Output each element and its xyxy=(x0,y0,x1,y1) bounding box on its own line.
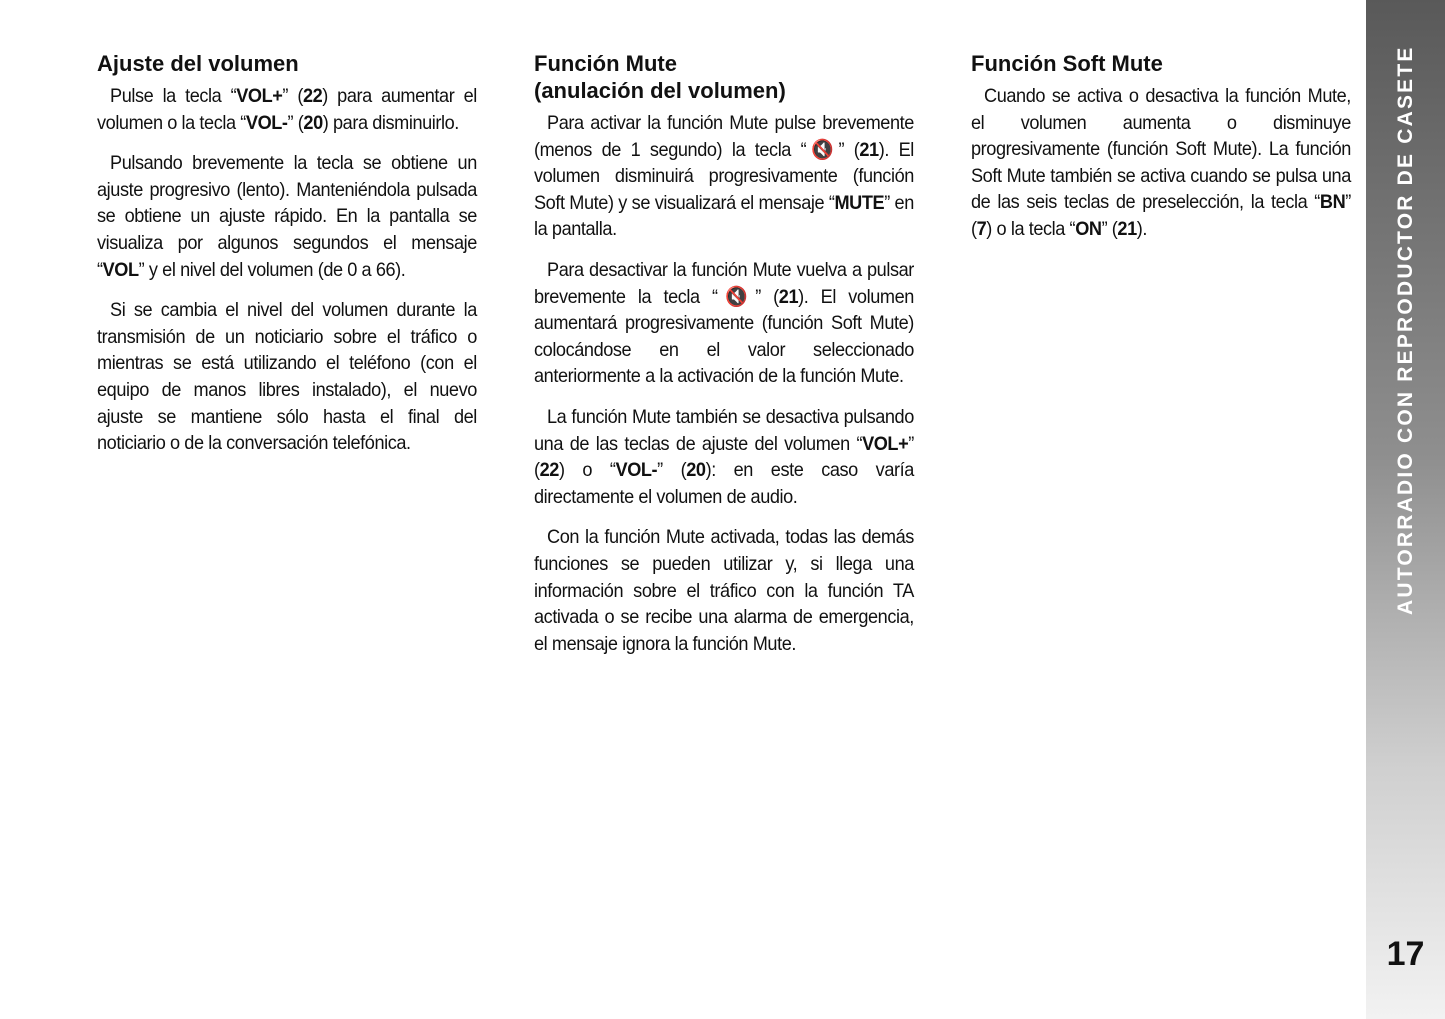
text-run: La función Mute también se desactiva pulsando una de las teclas de ajuste del volumen “ xyxy=(534,405,914,455)
text-run: Pulsando brevemente la tecla se obtiene un ajuste progresivo (lento). Manteniéndola pulsada se obtiene un ajuste rápido. En la pantalla se visualiza por algunos segundos el mensaje “ xyxy=(97,152,477,281)
ref-number: 21 xyxy=(778,285,799,308)
text-run: Cuando se activa o desactiva la función Mute, el volumen aumenta o disminuye progresivamente (función Soft Mute). La función Soft Mute también se activa cuando se pulsa una de las seis teclas de preselección, la tecla “ xyxy=(971,85,1351,214)
text-run: ” ( xyxy=(971,191,1351,240)
page-number: 17 xyxy=(1386,935,1425,973)
ref-number: 22 xyxy=(539,459,559,482)
heading-soft-mute: Función Soft Mute xyxy=(971,51,1163,76)
column-volume-adjust xyxy=(97,50,477,471)
text-run: ” ( xyxy=(287,111,304,134)
text-run: ” ( xyxy=(838,138,860,161)
text-run: ): en este caso varía directamente el volumen de audio. xyxy=(534,459,914,508)
text-run: ” ( xyxy=(282,85,303,107)
text-run: Para desactivar la función Mute vuelva a pulsar brevemente la tecla “ xyxy=(534,258,914,308)
text-run: ” ( xyxy=(755,285,779,308)
key-on: ON xyxy=(1075,217,1102,240)
speaker-mute-icon: 🔇 xyxy=(717,285,756,308)
key-bn: BN xyxy=(1319,191,1346,214)
text-run: ). xyxy=(1136,217,1148,240)
heading-volume-adjust: Ajuste del volumen xyxy=(97,51,299,76)
text-run: ” ( xyxy=(1101,217,1118,240)
paragraph-volume-traffic: Si se cambia el nivel del volumen durante la transmisión de un noticiario sobre el tráfico o mientras se está utilizando el teléfono (con el equipo de manos libres instalado), el nuevo ajuste se mantiene sólo hasta el final del noticiario o de la conversación telefónica. xyxy=(97,299,477,455)
key-vol-plus: VOL+ xyxy=(862,432,909,455)
text-run: ” y el nivel del volumen (de 0 a 66). xyxy=(138,258,406,281)
column-soft-mute xyxy=(971,50,1351,257)
paragraph-mute-deactivate xyxy=(534,257,914,390)
ref-number: 21 xyxy=(1117,217,1137,240)
text-run: ” ( xyxy=(657,459,687,482)
text-run: ) para aumentar el volumen o la tecla “ xyxy=(97,85,477,134)
display-mute: MUTE xyxy=(834,191,885,214)
heading-mute-function: Función Mute (anulación del volumen) xyxy=(534,51,786,103)
paragraph-mute-activate xyxy=(534,110,914,243)
text-run: ” en la pantalla. xyxy=(534,191,914,241)
text-run: Para activar la función Mute pulse brevemente (menos de 1 segundo) la tecla “ xyxy=(534,112,914,161)
paragraph-volume-keys xyxy=(97,83,477,136)
paragraph-soft-mute xyxy=(971,83,1351,243)
key-vol-plus: VOL+ xyxy=(236,85,283,107)
text-run: ” ( xyxy=(534,432,914,482)
paragraph-volume-progressive xyxy=(97,150,477,283)
key-vol-minus: VOL- xyxy=(245,111,288,134)
text-run: ). El volumen disminuirá progresivamente (función Soft Mute) y se visualizará el mensaje “ xyxy=(534,138,914,214)
section-title: AUTORRADIO CON REPRODUCTOR DE CASETE xyxy=(1394,45,1417,615)
ref-number: 22 xyxy=(302,85,323,107)
text-run: ) o “ xyxy=(558,459,616,482)
ref-number: 20 xyxy=(686,459,706,482)
paragraph-mute-volume-keys xyxy=(534,404,914,510)
text-run: ). El volumen aumentará progresivamente (función Soft Mute) colocándose en el valor seleccionado anteriormente a la activación de la función Mute. xyxy=(534,285,914,388)
speaker-mute-icon: 🔇 xyxy=(806,138,839,161)
ref-number: 21 xyxy=(859,138,879,161)
display-vol: VOL xyxy=(102,258,139,281)
key-vol-minus: VOL- xyxy=(615,459,658,482)
ref-number: 7 xyxy=(976,217,987,240)
text-run: ) o la tecla “ xyxy=(986,217,1076,240)
paragraph-mute-other-functions: Con la función Mute activada, todas las demás funciones se pueden utilizar y, si llega una información sobre el tráfico con la función TA activada o se recibe una alarma de emergencia, el mensaje ignora la función Mute. xyxy=(534,526,914,655)
column-mute-function xyxy=(534,50,914,671)
text-run: Pulse la tecla “ xyxy=(110,85,237,107)
ref-number: 20 xyxy=(303,111,323,134)
text-run: ) para disminuirlo. xyxy=(322,111,459,134)
